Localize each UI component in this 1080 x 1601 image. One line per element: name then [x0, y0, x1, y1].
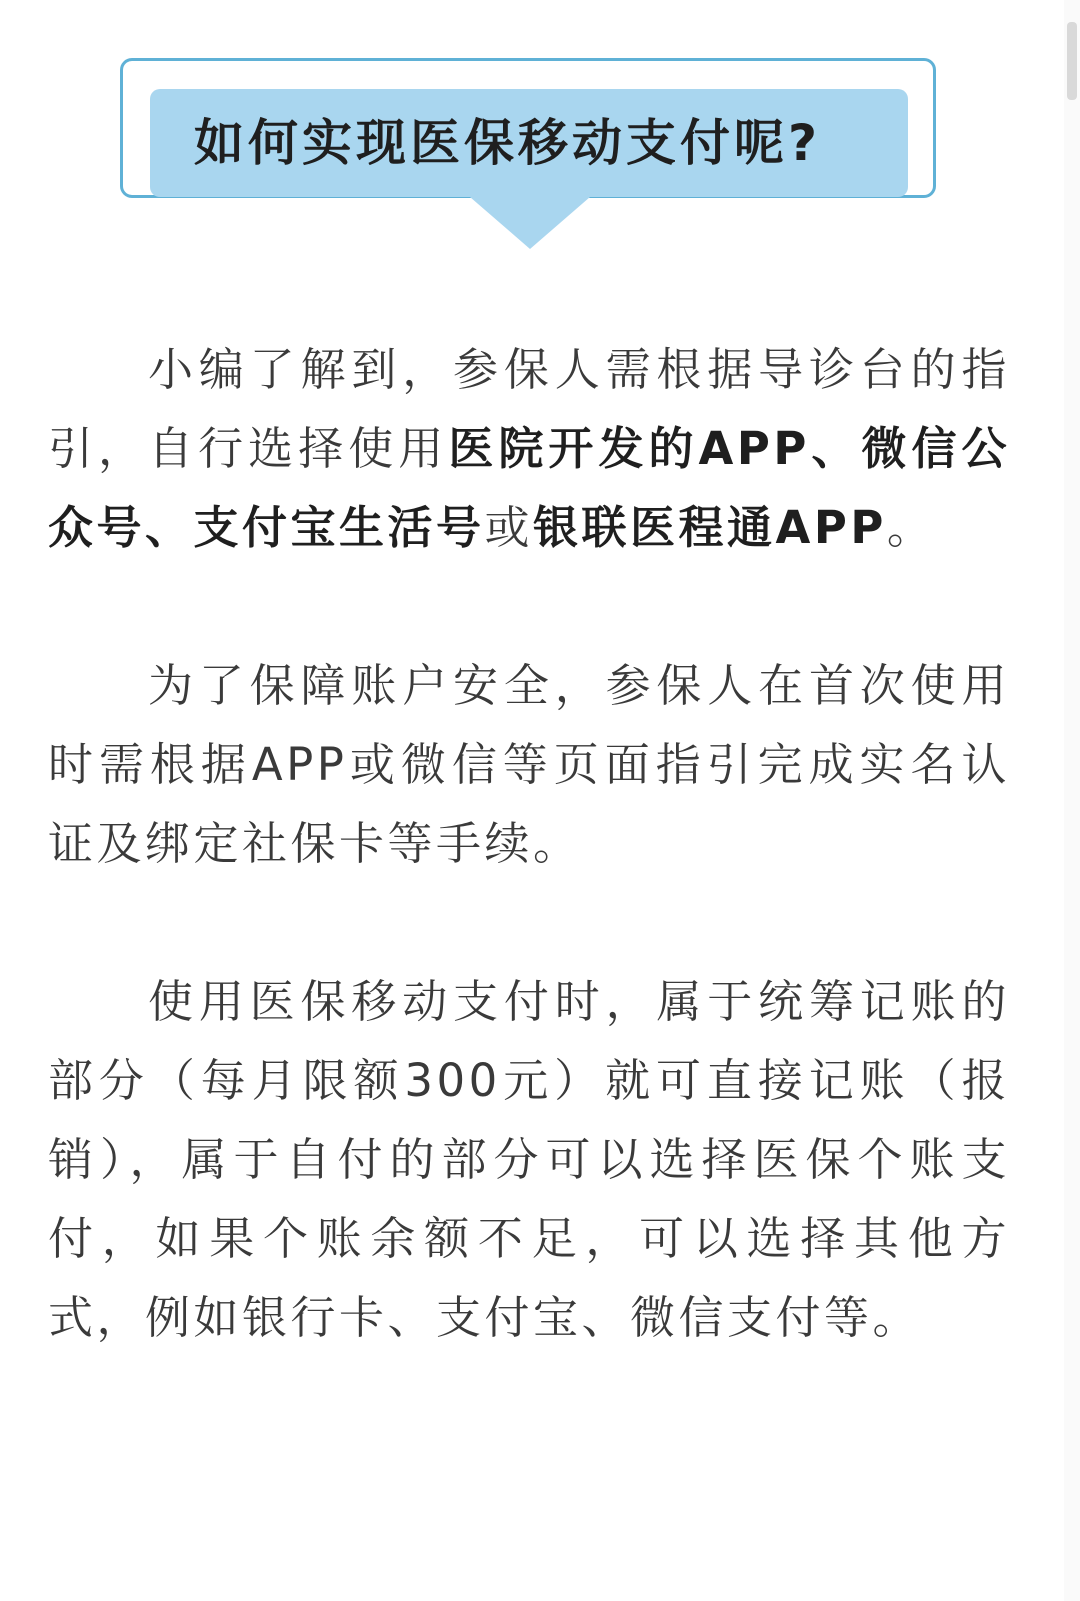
text-segment: 使用医保移动支付时，属于统筹记账的部分（每月限额300元）就可直接记账（报销），属于自付的部分可以选择医保个账支付，如果个账余额不足，可以选择其他方式，例如银行卡、支付宝、微信支付等。 [48, 975, 1010, 1344]
bold-segment-unionpay: 银联医程通APP [533, 501, 887, 554]
text-segment: 。 [886, 501, 936, 554]
scrollbar-thumb[interactable] [1067, 22, 1077, 100]
text-segment: 或 [484, 501, 534, 554]
scrollbar[interactable] [1064, 0, 1080, 1601]
paragraph-2 [48, 646, 1010, 883]
article-body [48, 330, 1010, 1357]
heading-banner [150, 89, 908, 197]
heading-pointer [470, 197, 590, 249]
paragraph-1 [48, 330, 1010, 567]
bold-segment-apps: 医院开发的APP、微信公众号、支付宝生活号 [48, 422, 1010, 554]
page-title: 如何实现医保移动支付呢? [194, 114, 822, 172]
paragraph-3 [48, 962, 1010, 1357]
text-segment: 为了保障账户安全，参保人在首次使用时需根据APP或微信等页面指引完成实名认证及绑定社保卡等手续。 [48, 659, 1010, 870]
text-segment: 小编了解到，参保人需根据导诊台的指引，自行选择使用 [48, 343, 1010, 475]
